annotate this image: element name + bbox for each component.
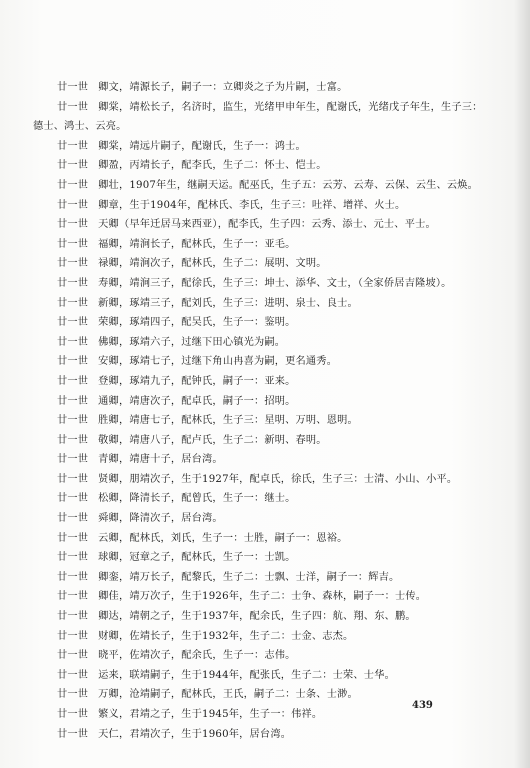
genealogy-entry [33,274,491,294]
entry-text: 禄卿，靖涧次子，配林氏，生子二：展明、文明。 [98,258,327,270]
genealogy-entry [33,666,491,686]
entry-text: 舜卿，降清次子，居台湾。 [98,513,223,525]
entry-text: 卿文，靖源长子，嗣子一：立卿炎之子为片嗣，士富。 [98,82,348,93]
generation-label: 廿一世 [57,689,89,701]
entry-text: 安卿，琢靖七子，过继下角山冉喜为嗣，更名通秀。 [98,356,338,368]
genealogy-entry [33,646,491,666]
genealogy-entry [33,156,491,176]
genealogy-entry [33,313,491,333]
genealogy-entry [33,411,491,431]
genealogy-entry [33,196,491,216]
generation-label: 廿一世 [57,591,89,603]
genealogy-entry [33,450,491,470]
genealogy-entry [33,725,491,745]
genealogy-entries [33,78,491,744]
genealogy-entry [33,489,491,509]
genealogy-entry [33,78,491,98]
genealogy-entry [33,352,491,372]
entry-text: 贤卿，朋靖次子，生于1927年，配卓氏，徐氏，生子三：士清、小山、小平。 [98,473,458,485]
entry-text: 胜卿，靖唐七子，配林氏，生子三：星明、万明、恩明。 [98,415,358,427]
genealogy-entry [33,470,491,490]
generation-label: 廿一世 [57,669,89,681]
genealogy-entry [33,568,491,588]
entry-text: 卿壮，1907年生，继嗣天运。配巫氏，生子五：云芳、云寿、云保、云生、云焕。 [98,179,479,191]
generation-label: 廿一世 [57,160,89,172]
genealogy-entry [33,215,491,235]
entry-text: 天卿（早年迁居马来西亚），配李氏，生子四：云秀、添士、元士、平士。 [98,219,436,231]
genealogy-entry [33,254,491,274]
genealogy-entry [33,137,491,157]
entry-text: 松卿，降清长子，配曾氏，生子一：继士。 [98,493,296,505]
genealogy-entry [33,548,491,568]
generation-label: 廿一世 [57,140,89,152]
generation-label: 廿一世 [57,728,89,740]
genealogy-entry [33,431,491,451]
entry-text: 万卿，沧靖嗣子，配林氏，王氏，嗣子二：士条、士渺。 [98,689,358,701]
generation-label: 廿一世 [57,82,89,93]
genealogy-entry [33,333,491,353]
entry-text: 福卿，靖涧长子，配林氏，生子一：亚毛。 [98,238,296,250]
genealogy-entry [33,98,491,137]
generation-label: 廿一世 [57,532,89,544]
entry-text: 卿佳，靖万次子，生于1926年，生子二：士争、森林，嗣子一：士传。 [98,591,427,603]
genealogy-entry [33,529,491,549]
genealogy-entry [33,392,491,412]
generation-label: 廿一世 [57,238,89,250]
entry-text: 敬卿，靖唐八子，配卢氏，生子二：新明、春明。 [98,434,327,446]
generation-label: 廿一世 [57,473,89,485]
generation-label: 廿一世 [57,709,89,720]
generation-label: 廿一世 [57,415,89,427]
entry-text: 新卿，琢靖三子，配刘氏，生子三：进明、泉士、良士。 [98,297,358,309]
generation-label: 廿一世 [57,375,89,387]
generation-label: 廿一世 [57,297,89,309]
generation-label: 廿一世 [57,101,89,113]
genealogy-entry [33,607,491,627]
genealogy-entry [33,587,491,607]
generation-label: 廿一世 [57,493,89,505]
generation-label: 廿一世 [57,395,89,407]
entry-text: 登卿，琢靖九子，配钟氏，嗣子一：亚来。 [98,375,296,387]
entry-text: 晓平，佐靖次子，配余氏，生子一：志伟。 [98,650,296,662]
page-number: 439 [412,700,433,711]
generation-label: 廿一世 [57,317,89,329]
book-spine-shadow [514,0,530,768]
entry-text: 青卿，靖唐十子，居台湾。 [98,454,223,466]
genealogy-entry [33,294,491,314]
entry-text: 卿盈，丙靖长子，配李氏，生子二：怀士、恺士。 [98,160,327,172]
entry-text: 卿达，靖朝之子，生于1937年，配余氏，生子四：航、翔、东、鹏。 [98,611,416,623]
generation-label: 廿一世 [57,513,89,525]
entry-text: 卿章，生于1904年，配林氏、李氏，生子三：吐祥、增祥、火士。 [98,199,406,211]
entry-text: 卿棠，靖松长子，名济时，监生，光绪甲申年生，配谢氏，光绪戊子年生，生子三：德士、鸿士、云亮。 [33,101,483,133]
entry-text: 通卿，靖唐次子，配卓氏，嗣子一：招明。 [98,395,296,407]
entry-text: 卿銮，靖万长子，配黎氏，生子二：士飘、士洋，嗣子一：辉吉。 [98,571,400,583]
entry-text: 运来，联靖嗣子，生于1944年，配张氏，生子二：士荣、士华。 [98,669,395,681]
generation-label: 廿一世 [57,611,89,623]
entry-text: 卿棠，靖远片嗣子，配谢氏，生子一：鸿士。 [98,140,306,152]
entry-text: 球卿，冠章之子，配林氏，生子一：士凯。 [98,552,296,564]
generation-label: 廿一世 [57,454,89,466]
generation-label: 廿一世 [57,356,89,368]
generation-label: 廿一世 [57,650,89,662]
generation-label: 廿一世 [57,277,89,289]
entry-text: 云卿，配林氏，刘氏，生子一：士胜，嗣子一：恩裕。 [98,532,348,544]
generation-label: 廿一世 [57,219,89,231]
generation-label: 廿一世 [57,258,89,270]
generation-label: 廿一世 [57,336,89,348]
entry-text: 佛卿，琢靖六子，过继下田心镇光为嗣。 [98,336,286,348]
genealogy-entry [33,627,491,647]
entry-text: 财卿，佐靖长子，生于1932年，生子二：士金、志杰。 [98,630,354,642]
entry-text: 繁义，君靖之子，生于1945年，生子一：伟祥。 [98,709,323,720]
genealogy-entry [33,509,491,529]
generation-label: 廿一世 [57,630,89,642]
entry-text: 寿卿，靖涧三子，配徐氏，生子三：坤士、添华、文士，（全家侨居吉隆坡）。 [98,277,452,289]
generation-label: 廿一世 [57,552,89,564]
genealogy-entry [33,176,491,196]
generation-label: 廿一世 [57,571,89,583]
entry-text: 荣卿，琢靖四子，配吴氏，生子一：鉴明。 [98,317,296,329]
generation-label: 廿一世 [57,199,89,211]
entry-text: 天仁，君靖次子，生于1960年，居台湾。 [98,728,292,740]
generation-label: 廿一世 [57,434,89,446]
genealogy-entry [33,235,491,255]
generation-label: 廿一世 [57,179,89,191]
genealogy-entry [33,372,491,392]
